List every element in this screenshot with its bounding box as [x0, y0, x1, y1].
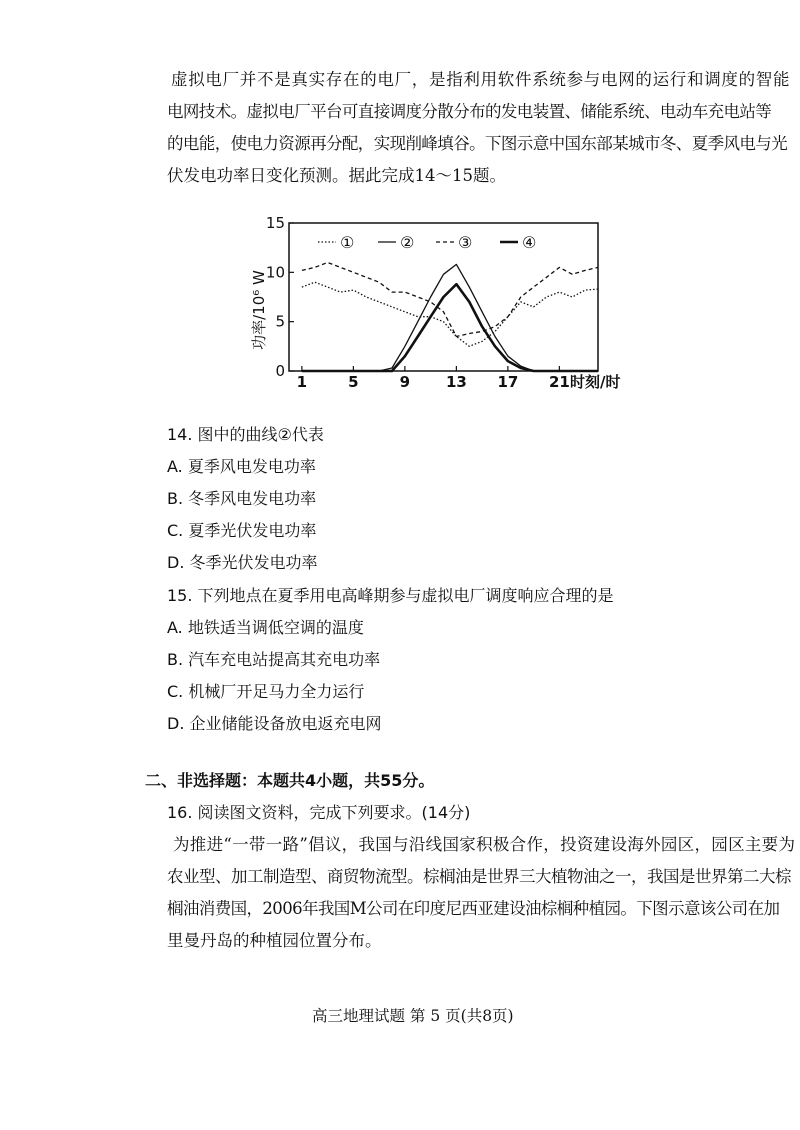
y-tick-label: 15 [265, 214, 285, 232]
q16-line-2: 农业型、加工制造型、商贸物流型。棕榈油是世界三大植物油之一，我国是世界第二大棕 [167, 867, 791, 886]
q16-line-4: 里曼丹岛的种植园位置分布。 [167, 931, 382, 950]
q15-option-b: B. 汽车充电站提高其充电功率 [167, 650, 381, 669]
q14-option-d: D. 冬季光伏发电功率 [167, 553, 318, 572]
legend-label-4: ④ [522, 233, 537, 252]
q16-line-3: 榈油消费国，2006年我国M公司在印度尼西亚建设油棕榈种植园。下图示意该公司在加 [167, 899, 780, 918]
x-tick-label: 1 [296, 373, 308, 391]
q16-line-1: 为推进“一带一路”倡议，我国与沿线国家积极合作，投资建设海外园区，园区主要为 [173, 835, 796, 854]
y-axis-label: 功率/10⁶ W [250, 270, 268, 350]
q15-stem: 15. 下列地点在夏季用电高峰期参与虚拟电厂调度响应合理的是 [167, 586, 614, 605]
legend-label-1: ① [340, 233, 355, 252]
q15-option-a: A. 地铁适当调低空调的温度 [167, 618, 364, 637]
intro-line-4: 伏发电功率日变化预测。据此完成14～15题。 [167, 166, 506, 185]
x-tick-label: 5 [348, 373, 359, 391]
legend-label-2: ② [400, 233, 415, 252]
q14-option-b: B. 冬季风电发电功率 [167, 489, 317, 508]
x-tick-label: 17 [497, 373, 519, 391]
q15-option-c: C. 机械厂开足马力全力运行 [167, 682, 365, 701]
x-tick-label: 9 [399, 373, 411, 391]
series-line-1 [302, 282, 598, 346]
series-line-3 [302, 263, 598, 337]
intro-line-3: 的电能，使电力资源再分配，实现削峰填谷。下图示意中国东部某城市冬、夏季风电与光 [167, 134, 788, 153]
intro-line-1: 虚拟电厂并不是真实存在的电厂，是指利用软件系统参与电网的运行和调度的智能 [171, 70, 791, 89]
y-tick-label: 10 [265, 263, 285, 282]
series-line-4 [302, 284, 598, 371]
q15-option-d: D. 企业储能设备放电返充电网 [167, 714, 382, 733]
q14-option-c: C. 夏季光伏发电功率 [167, 521, 317, 540]
series-line-2 [302, 264, 598, 371]
legend-label-3: ③ [458, 233, 473, 252]
x-tick-label: 13 [445, 373, 467, 391]
page-footer: 高三地理试题 第 5 页(共8页) [312, 1007, 514, 1025]
plot-frame [289, 223, 598, 371]
section-heading: 二、非选择题：本题共4小题，共55分。 [145, 771, 435, 790]
q14-stem: 14. 图中的曲线②代表 [167, 425, 324, 444]
intro-line-2: 电网技术。虚拟电厂平台可直接调度分散分布的发电装置、储能系统、电动车充电站等 [167, 102, 772, 121]
y-tick-label: 0 [275, 362, 285, 380]
y-tick-label: 5 [275, 312, 285, 331]
q16-stem: 16. 阅读图文资料，完成下列要求。(14分) [167, 803, 471, 822]
q14-option-a: A. 夏季风电发电功率 [167, 457, 316, 476]
x-tick-label: 21 [548, 373, 570, 391]
x-axis-label: 时刻/时 [570, 373, 621, 391]
